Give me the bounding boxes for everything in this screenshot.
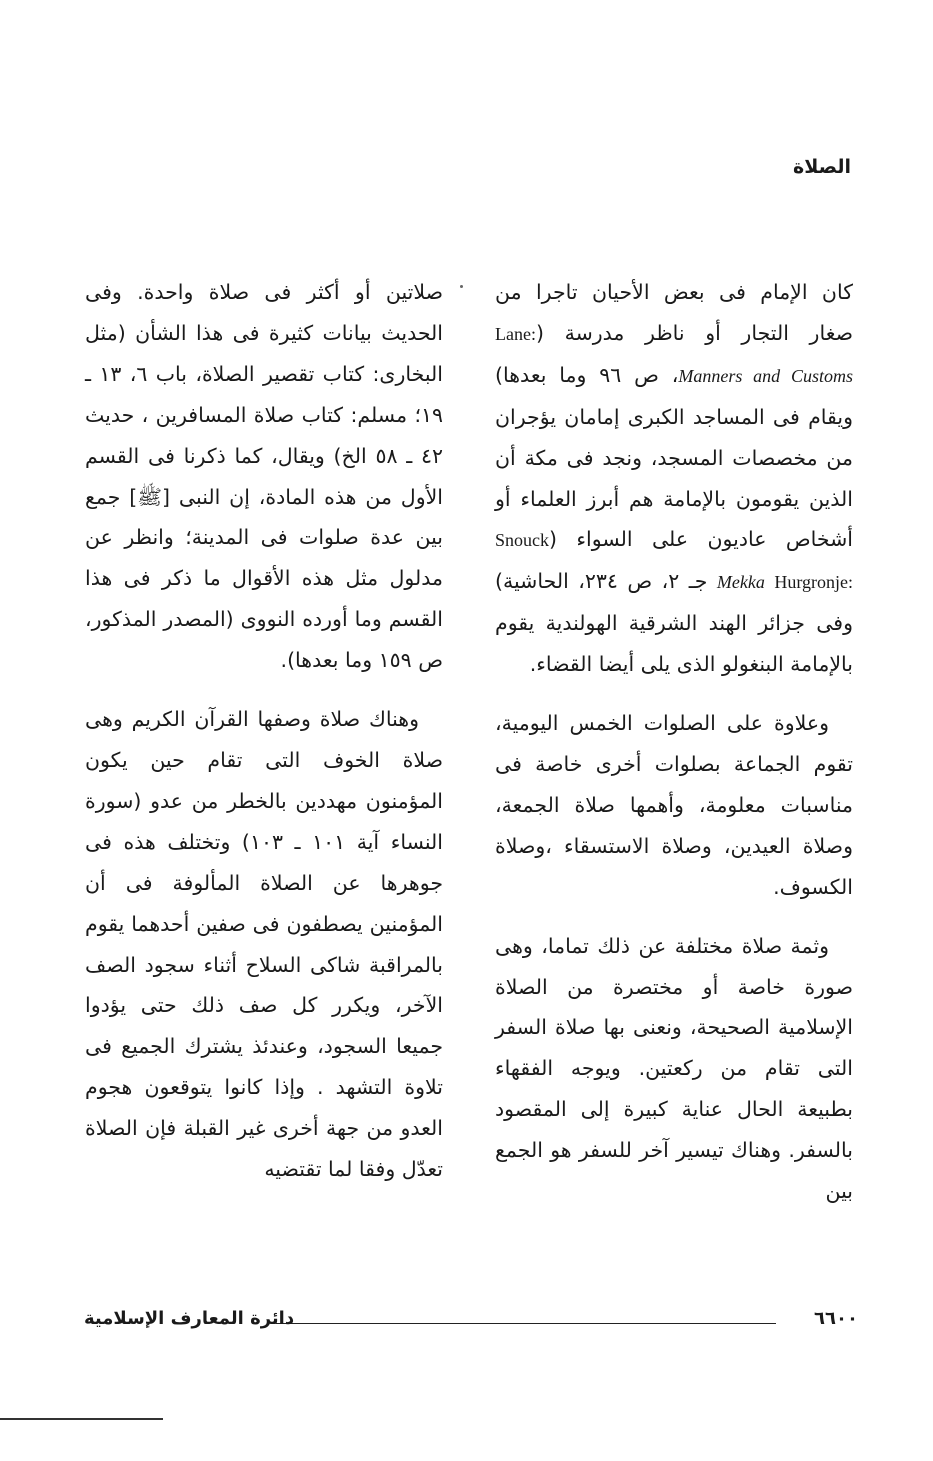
left-column-paragraph-2: وهناك صلاة وصفها القرآن الكريم وهى صلاة الخوف التى تقام حين يكون المؤمنون مهددين بالخطر من عدو (سورة النساء آية ١٠١ ـ ١٠٣) وتختلف هذه فى جوهرها عن الصلاة المألوفة فى أن المؤمنين يصطفون فى صفين أحدهما يقوم بالمراقبة شاكى السلاح أثناء سجود الصف الآخر، ويكرر كل صف ذلك حتى يؤدوا جميعا السجود، وعندئذ يشترك الجميع فى تلاوة التشهد . وإذا كانوا يتوقعون هجوم العدو من جهة أخرى غير القبلة فإن الصلاة تعدّل وفقا لما تقتضيه [85,707,443,1182]
right-column-paragraph-1 [495,272,853,685]
left-column-paragraph-1: صلاتين أو أكثر فى صلاة واحدة. وفى الحديث بيانات كثيرة فى هذا الشأن (مثل البخارى: كتاب تقصير الصلاة، باب ٦، ١٣ ـ ١٩؛ مسلم: كتاب صلاة المسافرين ، حديث ٤٢ ـ ٥٨ الخ) ويقال، كما ذكرنا فى القسم الأول من هذه المادة، إن النبى [ﷺ] جمع بين عدة صلوات فى المدينة؛ وانظر عن مدلول مثل هذه الأقوال ما ذكر فى هذا القسم وما أورده النووى (المصدر المذكور، ص ١٥٩ وما بعدها). [85,280,443,673]
text-run: ، ص ٩٦ وما بعدها) ويقام فى المساجد الكبرى إمامان يؤجران من مخصصات المسجد، ونجد فى مكة أن الذين يقومون بالإمامة هم أبرز العلماء أو أشخاص عاديون على السواء ( [495,362,853,552]
left-column [85,272,443,1190]
citation-lane: Lane: [495,323,536,344]
text-run: جـ ٢، ص ٢٣٤، الحاشية) وفى جزائر الهند الشرقية الهولندية يقوم بالإمامة البنغولو الذى يلى أيضا القضاء. [495,569,853,677]
scan-edge-mark [0,1418,163,1420]
citation-mekka: Mekka [716,572,765,593]
publication-title: دائرة المعارف الإسلامية [84,1308,295,1329]
right-column-paragraph-2: وعلاوة على الصلوات الخمس اليومية، تقوم الجماعة بصلوات أخرى خاصة فى مناسبات معلومة، وأهمها صلاة الجمعة، وصلاة العيدين، وصلاة الاستسقاء ،وصلاة الكسوف. [495,711,853,899]
page-number: ٦٦٠٠ [814,1308,858,1329]
footer-rule [276,1323,776,1324]
page-footer [84,1308,858,1338]
text-run: كان الإمام فى بعض الأحيان تاجرا من صغار التجار أو ناظر مدرسة ( [495,280,853,345]
running-head-title: الصلاة [792,156,851,178]
scan-speck [460,285,463,288]
citation-manners-and-customs: Manners and Customs [678,365,853,386]
right-column [495,272,853,1212]
citation-snouck-hurgronje: Snouck Hurgronje: [495,530,853,593]
right-column-paragraph-3: وثمة صلاة مختلفة عن ذلك تماما، وهى صورة خاصة أو مختصرة من الصلاة الإسلامية الصحيحة، ونعنى بها صلاة السفر التى تقام من ركعتين. ويوجه الفقهاء بطبيعة الحال عناية كبيرة إلى المقصود بالسفر. وهناك تيسير آخر للسفر هو الجمع بين [495,933,853,1204]
